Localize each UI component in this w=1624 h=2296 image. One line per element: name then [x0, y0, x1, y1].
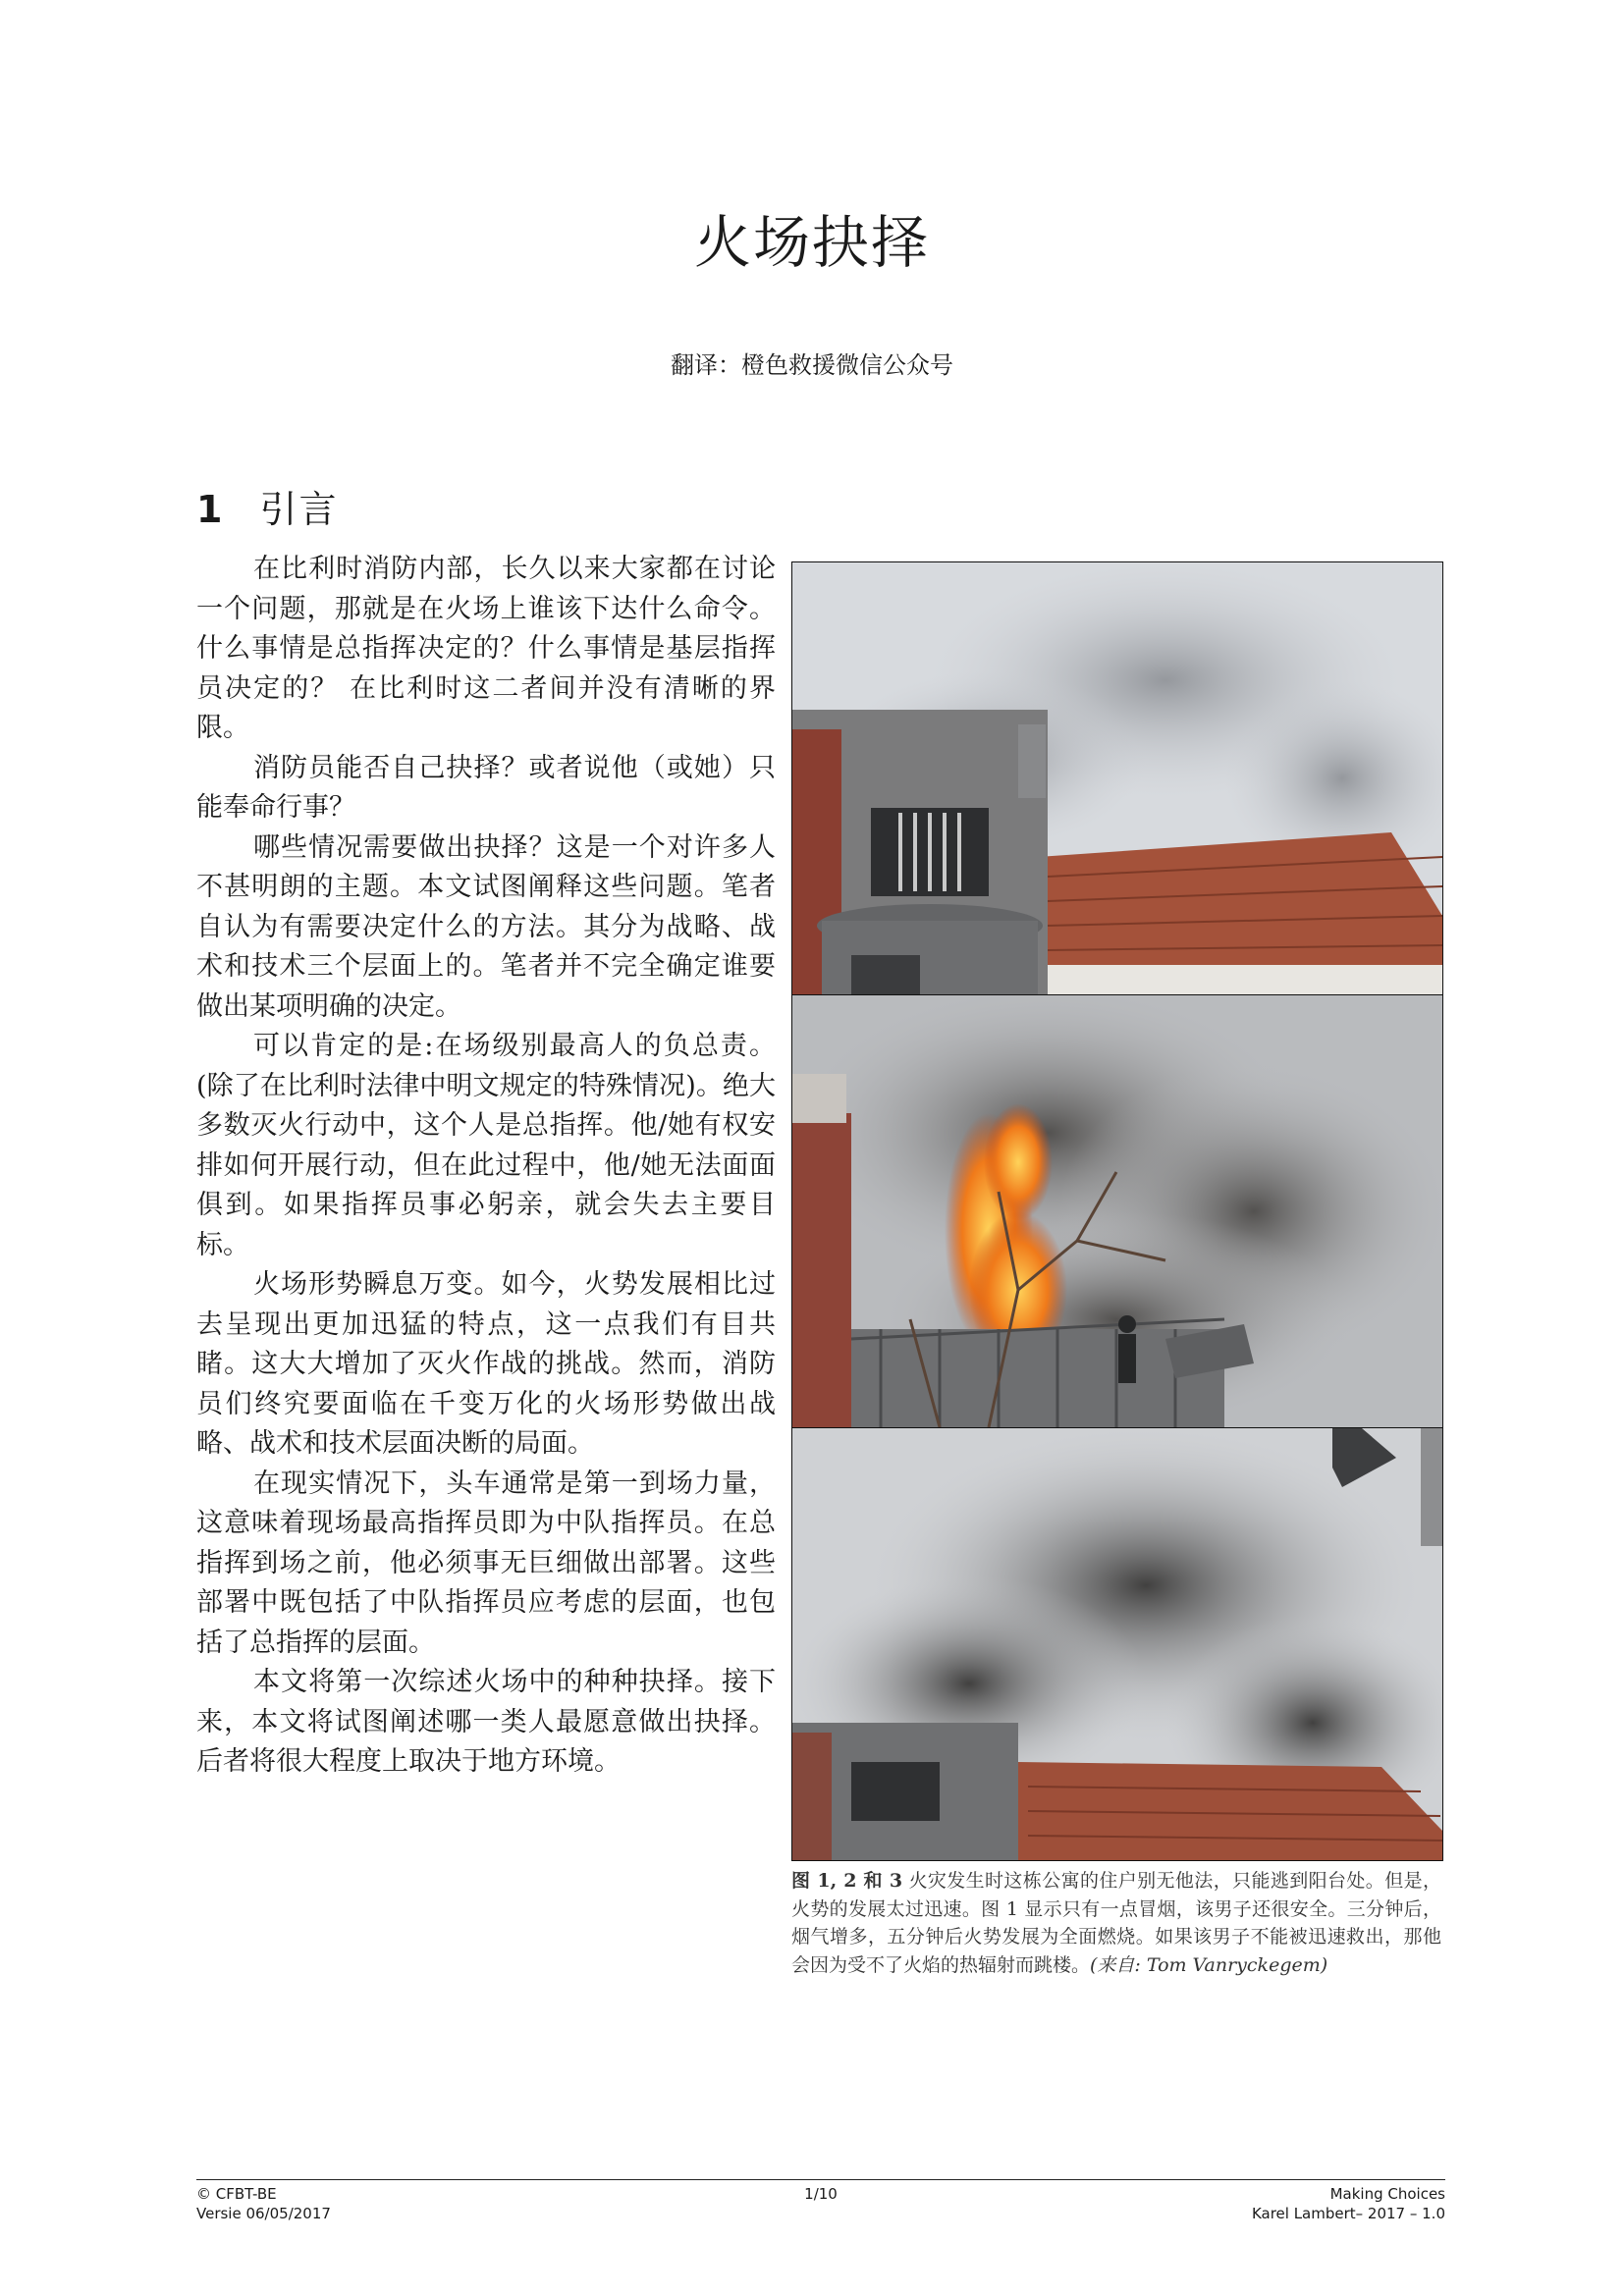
paragraph: 在现实情况下，头车通常是第一到场力量，这意味着现场最高指挥员即为中队指挥员。在总指挥到场之前，他必须事无巨细做出部署。这些部署中既包括了中队指挥员应考虑的层面，也包括了总指挥的层面。: [196, 1468, 776, 1658]
paragraph: 哪些情况需要做出抉择？这是一个对许多人不甚明朗的主题。本文试图阐释这些问题。笔者自认为有需要决定什么的方法。其分为战略、战术和技术三个层面上的。笔者并不完全确定谁要做出某项明确的决定。: [196, 831, 776, 1022]
caption-label: 图 1, 2 和 3: [791, 1870, 903, 1892]
section-number: 1: [196, 488, 223, 531]
footer-version: Versie 06/05/2017: [196, 2205, 331, 2222]
paragraph: 本文将第一次综述火场中的种种抉择。接下来，本文将试图阐述哪一类人最愿意做出抉择。后者将很大程度上取决于地方环境。: [196, 1667, 776, 1777]
caption-text: 火灾发生时这栋公寓的住户别无他法，只能逃到阳台处。但是，火势的发展太过迅速。图 1 显示只有一点冒烟，该男子还很安全。三分钟后，烟气增多，五分钟后火势发展为全面燃烧。如果该男子不能被迅速救出，那他会因为受不了火焰的热辐射而跳楼。: [791, 1870, 1441, 1976]
fire-photo-2-image: [792, 995, 1442, 1427]
body-text: [196, 550, 776, 1783]
fire-photo-3: [791, 1428, 1443, 1861]
footer-page-number: 1/10: [804, 2185, 838, 2203]
paragraph: 消防员能否自己抉择？或者说他（或她）只能奉命行事？: [196, 752, 776, 823]
translator-credit: 翻译：橙色救援微信公众号: [671, 351, 953, 379]
fire-photo-2: [791, 995, 1443, 1428]
paragraph: 火场形势瞬息万变。如今，火势发展相比过去呈现出更加迅猛的特点，这一点我们有目共睹。这大大增加了灭火作战的挑战。然而，消防员们终究要面临在千变万化的火场形势做出战略、战术和技术层面决断的局面。: [196, 1269, 776, 1459]
fire-photo-3-image: [792, 1428, 1442, 1860]
fire-photo-1: [791, 561, 1443, 995]
paragraph: 可以肯定的是:在场级别最高人的负总责。(除了在比利时法律中明文规定的特殊情况)。绝大多数灭火行动中，这个人是总指挥。他/她有权安排如何开展行动，但在此过程中，他/她无法面面俱到。如果指挥员事必躬亲，就会失去主要目标。: [196, 1031, 776, 1260]
fire-photo-1-image: [792, 562, 1442, 994]
footer-author: Karel Lambert– 2017 – 1.0: [1251, 2205, 1445, 2222]
paragraph: 在比利时消防内部，长久以来大家都在讨论一个问题，那就是在火场上谁该下达什么命令。什么事情是总指挥决定的？什么事情是基层指挥员决定的？ 在比利时这二者间并没有清晰的界限。: [196, 554, 776, 743]
figure-group: [791, 561, 1443, 1979]
page-footer: [196, 2179, 1445, 2223]
section-heading: [196, 479, 338, 533]
document-title: 火场抉择: [693, 209, 930, 276]
caption-credit: (来自: Tom Vanryckegem): [1090, 1953, 1328, 1976]
section-title: 引言: [259, 488, 339, 531]
footer-doc-title: Making Choices: [1329, 2185, 1445, 2203]
footer-copyright: © CFBT-BE: [196, 2185, 277, 2203]
figure-caption: [791, 1867, 1441, 1979]
